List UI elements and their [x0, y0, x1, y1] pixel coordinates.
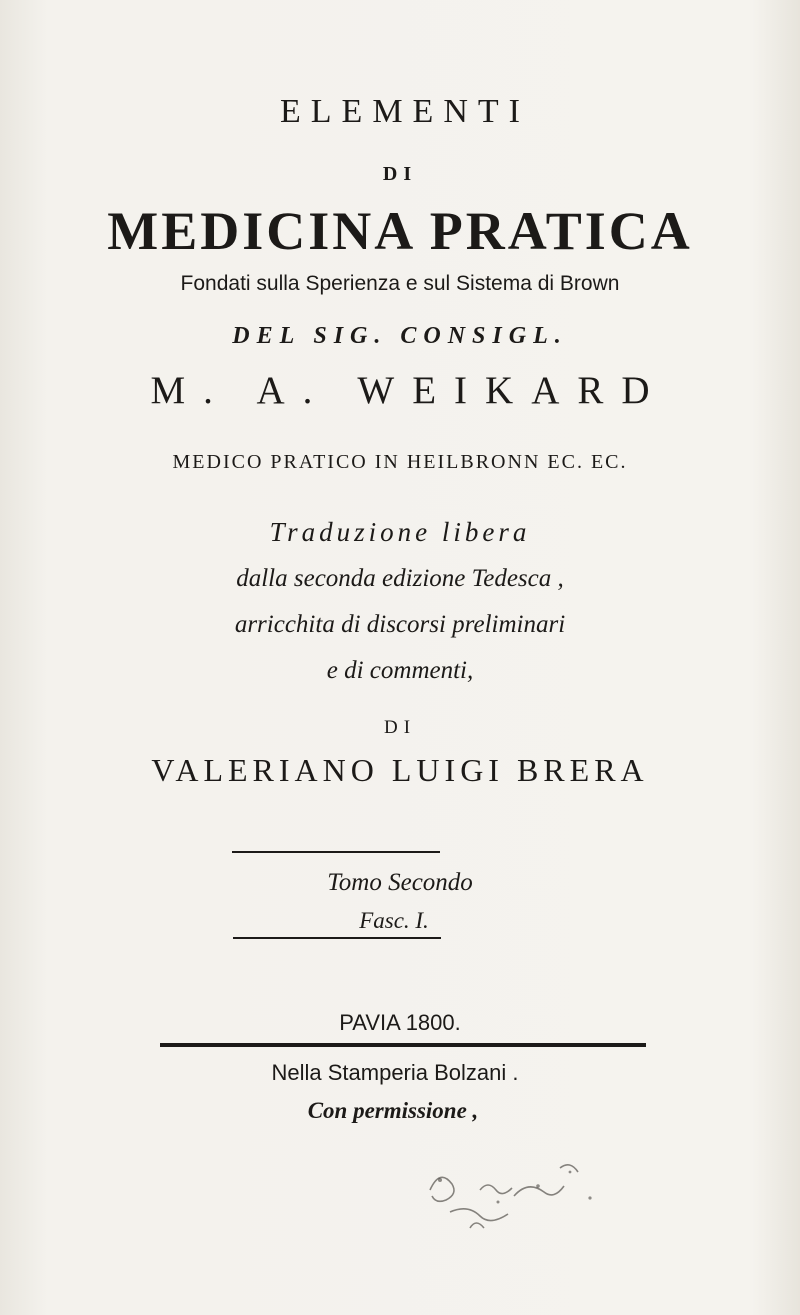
- imprint-place-year: PAVIA 1800.: [339, 1010, 461, 1035]
- commentary-note: e di commenti,: [326, 657, 474, 684]
- enrichment-note: arricchita di discorsi preliminari: [234, 611, 566, 638]
- library-stamp: [410, 1150, 610, 1240]
- edition-note: dalla seconda edizione Tedesca ,: [236, 565, 564, 592]
- rule-bottom: [233, 937, 441, 939]
- permission-note: Con permissione ,: [307, 1098, 479, 1123]
- printer: Nella Stamperia Bolzani .: [271, 1060, 519, 1085]
- fascicle-label: Fasc. I.: [359, 908, 429, 933]
- author-name: M. A. WEIKARD: [150, 369, 668, 412]
- rule-top: [232, 851, 440, 853]
- author-title: MEDICO PRATICO IN HEILBRONN EC. EC.: [172, 451, 628, 473]
- translator-name: VALERIANO LUIGI BRERA: [151, 752, 649, 788]
- imprint-rule: [160, 1043, 646, 1047]
- translator-prefix: DI: [383, 717, 417, 738]
- title-line-elementi: ELEMENTI: [280, 93, 530, 130]
- translation-note: Traduzione libera: [269, 517, 531, 547]
- author-prefix: DEL SIG. CONSIGL.: [232, 323, 568, 349]
- main-title: MEDICINA PRATICA: [107, 201, 693, 261]
- subtitle: Fondati sulla Sperienza e sul Sistema di Brown: [180, 272, 620, 295]
- title-line-di: DI: [382, 163, 418, 185]
- volume-label: Tomo Secondo: [327, 869, 473, 896]
